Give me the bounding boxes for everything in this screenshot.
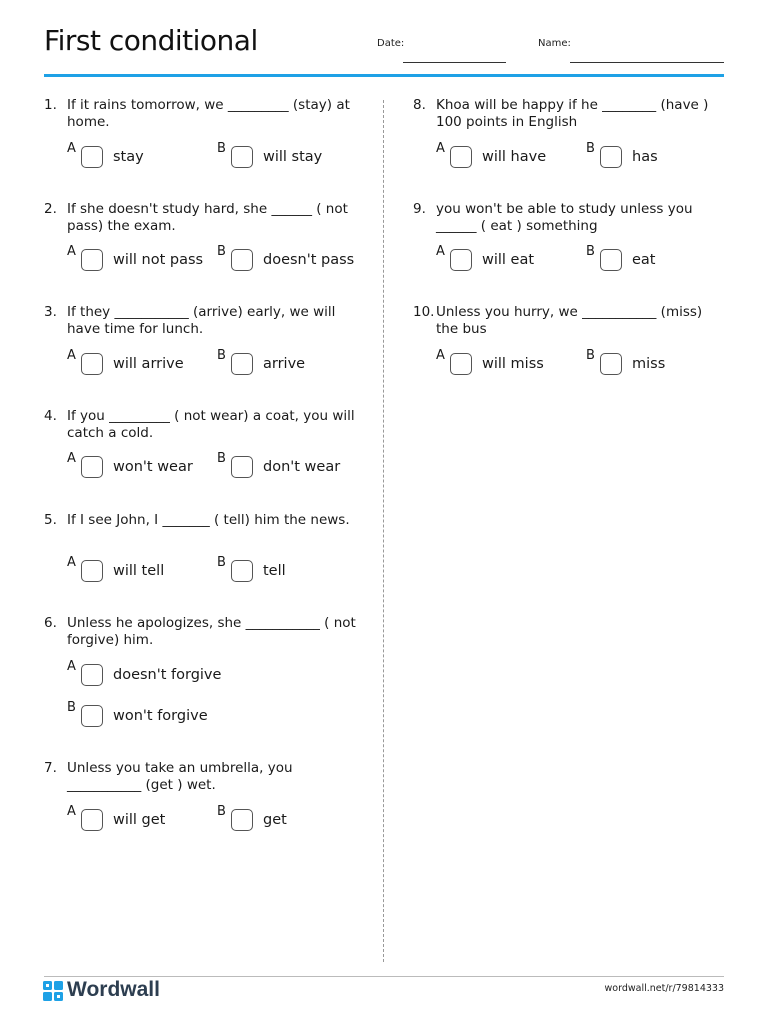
- checkbox[interactable]: [231, 456, 253, 478]
- checkbox[interactable]: [231, 353, 253, 375]
- option-letter: B: [217, 348, 226, 363]
- option-text: will miss: [482, 356, 544, 372]
- question-text: Unless you hurry, we ___________ (miss) the bus: [436, 304, 703, 337]
- option-text: doesn't pass: [263, 252, 355, 268]
- date-field[interactable]: [403, 62, 506, 63]
- checkbox[interactable]: [81, 809, 103, 831]
- option-text: don't wear: [263, 459, 341, 475]
- option-letter: A: [67, 555, 76, 570]
- option-text: will get: [113, 812, 166, 828]
- option-letter: A: [436, 141, 445, 156]
- checkbox[interactable]: [81, 664, 103, 686]
- question-text: you won't be able to study unless you ______ ( eat ) something: [436, 201, 693, 234]
- option-letter: B: [67, 700, 76, 715]
- question-text: Unless you take an umbrella, you ___________ (get ) wet.: [67, 760, 293, 793]
- checkbox[interactable]: [231, 146, 253, 168]
- checkbox[interactable]: [81, 456, 103, 478]
- question-text: If she doesn't study hard, she ______ ( not pass) the exam.: [67, 201, 348, 234]
- option-text: will stay: [263, 149, 323, 165]
- checkbox[interactable]: [81, 560, 103, 582]
- question-text: If I see John, I _______ ( tell) him the news.: [67, 512, 350, 528]
- page-title: First conditional: [44, 24, 258, 57]
- checkbox[interactable]: [231, 560, 253, 582]
- question-number: 1.: [44, 97, 57, 113]
- checkbox[interactable]: [450, 353, 472, 375]
- option-text: will not pass: [113, 252, 204, 268]
- option-text: arrive: [263, 356, 306, 372]
- question-number: 2.: [44, 201, 57, 217]
- option-text: miss: [632, 356, 666, 372]
- question-number: 5.: [44, 512, 57, 528]
- checkbox[interactable]: [231, 249, 253, 271]
- question-text: Unless he apologizes, she ___________ ( not forgive) him.: [67, 615, 356, 648]
- option-text: will arrive: [113, 356, 184, 372]
- question-text: Khoa will be happy if he ________ (have ) 100 points in English: [436, 97, 709, 130]
- wordwall-logo-icon: [43, 981, 63, 1001]
- question-text: If they ___________ (arrive) early, we will have time for lunch.: [67, 304, 336, 337]
- question-number: 7.: [44, 760, 57, 776]
- checkbox[interactable]: [81, 146, 103, 168]
- option-letter: B: [586, 348, 595, 363]
- option-text: won't forgive: [113, 708, 208, 724]
- checkbox[interactable]: [231, 809, 253, 831]
- option-letter: B: [586, 141, 595, 156]
- question-number: 4.: [44, 408, 57, 424]
- checkbox[interactable]: [450, 249, 472, 271]
- option-letter: A: [67, 451, 76, 466]
- wordwall-logo-text: Wordwall: [67, 978, 160, 1001]
- option-letter: B: [217, 555, 226, 570]
- checkbox[interactable]: [600, 353, 622, 375]
- option-text: will tell: [113, 563, 165, 579]
- checkbox[interactable]: [81, 249, 103, 271]
- option-letter: B: [217, 141, 226, 156]
- checkbox[interactable]: [600, 146, 622, 168]
- checkbox[interactable]: [450, 146, 472, 168]
- option-letter: B: [217, 804, 226, 819]
- option-letter: A: [436, 348, 445, 363]
- option-letter: B: [217, 451, 226, 466]
- option-letter: A: [67, 804, 76, 819]
- question-number: 9.: [413, 201, 426, 217]
- question-number: 3.: [44, 304, 57, 320]
- question-number: 6.: [44, 615, 57, 631]
- option-letter: B: [586, 244, 595, 259]
- option-text: has: [632, 149, 658, 165]
- option-text: eat: [632, 252, 656, 268]
- option-text: won't wear: [113, 459, 193, 475]
- column-divider: [383, 100, 384, 962]
- question-text: If it rains tomorrow, we _________ (stay) at home.: [67, 97, 350, 130]
- option-text: doesn't forgive: [113, 667, 222, 683]
- footer-rule: [44, 976, 724, 977]
- option-letter: A: [67, 141, 76, 156]
- question-text: If you _________ ( not wear) a coat, you will catch a cold.: [67, 408, 355, 441]
- name-label: Name:: [538, 38, 571, 49]
- option-letter: A: [67, 244, 76, 259]
- date-label: Date:: [377, 38, 405, 49]
- option-letter: A: [67, 348, 76, 363]
- option-letter: B: [217, 244, 226, 259]
- checkbox[interactable]: [81, 353, 103, 375]
- question-number: 8.: [413, 97, 426, 113]
- option-letter: A: [436, 244, 445, 259]
- option-text: tell: [263, 563, 286, 579]
- checkbox[interactable]: [600, 249, 622, 271]
- question-number: 10.: [413, 304, 435, 320]
- footer-url[interactable]: wordwall.net/r/79814333: [604, 983, 724, 994]
- option-text: will have: [482, 149, 547, 165]
- option-text: get: [263, 812, 287, 828]
- option-letter: A: [67, 659, 76, 674]
- header-rule: [44, 74, 724, 77]
- checkbox[interactable]: [81, 705, 103, 727]
- option-text: stay: [113, 149, 144, 165]
- name-field[interactable]: [570, 62, 724, 63]
- option-text: will eat: [482, 252, 535, 268]
